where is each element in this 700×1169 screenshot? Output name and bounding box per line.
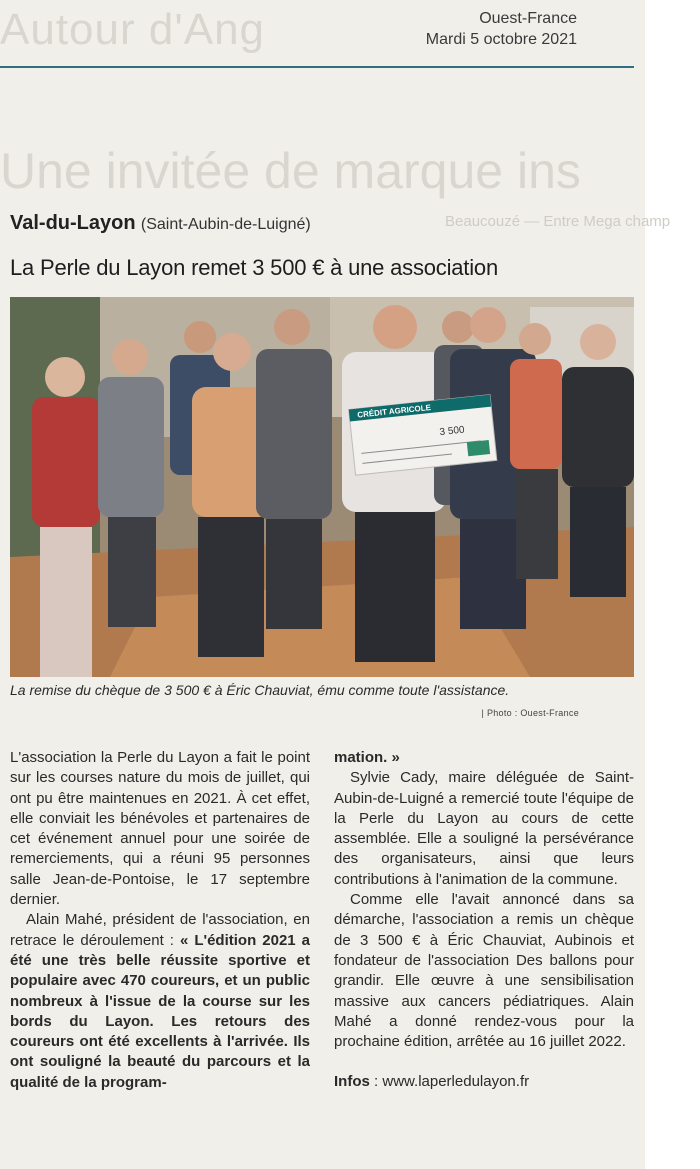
article-infos: [334, 1072, 634, 1092]
masthead: [426, 8, 577, 50]
article-paragraph-1: L'association la Perle du Layon a fait le point sur les courses nature du mois de juillet, qui ont pu être maintenues en 2021. À cet effet, elle conviait les bénévoles et partenaires de cet événement annuel pour une soirée de remerciements, qui a réuni 95 personnes salle Jean-de-Pontoise, le 17 septembre dernier.: [10, 749, 310, 909]
article-paragraph-4: Comme elle l'avait annoncé dans sa démarche, l'association a remis un chèque de 3 500 € à Éric Chauviat, Aubinois et fondateur de l'association Des ballons pour grandir. Elle œuvre à une sensibilisation massive aux cancers pédiatriques. Alain Mahé a donné rendez-vous pour la prochaine édition, arrêtée au 16 juillet 2022.: [334, 891, 634, 1051]
publication-date: Mardi 5 octobre 2021: [425, 31, 577, 48]
article-photo: [10, 297, 634, 677]
infos-separator: :: [369, 1073, 383, 1091]
infos-url: www.laperledulayon.fr: [382, 1073, 530, 1091]
article-column-left: [10, 748, 310, 1093]
article-column-right: [334, 748, 634, 1093]
header-rule: [0, 66, 634, 68]
publication-name: Ouest-France: [479, 10, 577, 27]
bleed-through-text-mid: Une invitée de marque ins: [0, 143, 581, 199]
article-headline: La Perle du Layon remet 3 500 € à une association: [10, 255, 498, 280]
article-quote-part-1: « L'édition 2021 a été une très belle réussite sportive et populaire avec 470 coureurs, et un public nombreux à l'issue de la course sur les bords du Layon. Les retours des coureurs ont été excellents à l'arrivée. Ils ont souligné la beauté du parcours et la qualité de la program-: [10, 931, 310, 1091]
article-paragraph-2: [10, 910, 310, 1093]
infos-label: Infos: [334, 1073, 370, 1091]
bleed-through-text-top: Autour d'Ang: [0, 5, 266, 54]
location-name: Val-du-Layon: [10, 212, 136, 234]
photo-caption: La remise du chèque de 3 500 € à Éric Chauviat, ému comme toute l'assistance.: [10, 682, 510, 698]
cheque-amount: 3 500: [439, 424, 466, 439]
cheque-bank-label: CRÉDIT AGRICOLE: [356, 402, 432, 420]
photo-credit: | Photo : Ouest-France: [481, 708, 579, 718]
article-paragraph-2-text: Alain Mahé, président de l'association, en retrace le déroulement :: [10, 911, 310, 949]
article-kicker: [10, 212, 311, 235]
bleed-through-text-small: Beaucouzé — Entre Mega champ: [445, 213, 671, 230]
sublocation-name: (Saint-Aubin-de-Luigné): [140, 216, 311, 233]
article-paragraph-3: Sylvie Cady, maire déléguée de Saint-Aubin-de-Luigné a remercié toute l'équipe de la Perle du Layon au cours de cette assemblée. Elle a souligné la persévérance des organisateurs, ainsi que leurs contributions à l'animation de la commune.: [334, 769, 634, 888]
article-quote-part-2: mation. »: [334, 749, 400, 766]
group-photo-illustration: [10, 297, 634, 677]
